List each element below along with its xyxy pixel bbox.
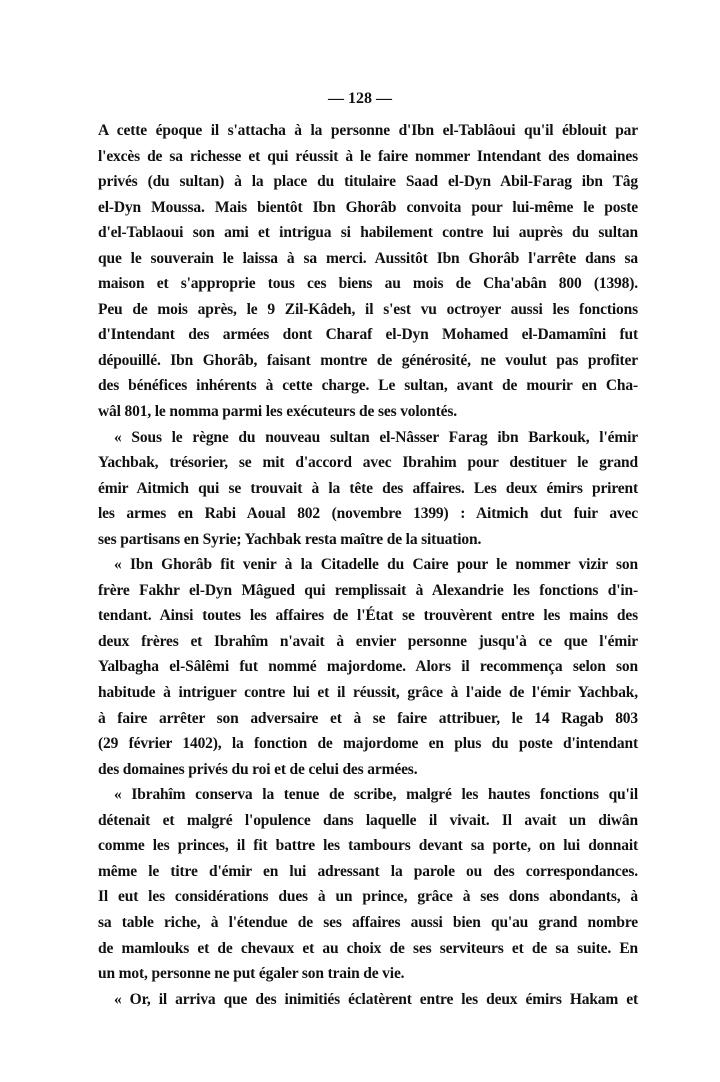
text-line: d'Intendant des armées dont Charaf el-Dyn Mohamed el-Damamîni fut: [98, 326, 638, 344]
text-line: un mot, personne ne put égaler son train de vie.: [98, 965, 405, 983]
text-line: deux frères et Ibrahîm n'avait à envier personne jusqu'à ce que l'émir: [98, 632, 638, 650]
text-line: maison et s'approprie tous ces biens au mois de Cha'abân 800 (1398).: [98, 275, 638, 293]
text-line: de mamlouks et de chevaux et au choix de ses serviteurs et de sa suite. En: [98, 939, 638, 957]
text-line: même le titre d'émir en lui adressant la parole ou des correspondances.: [98, 862, 638, 880]
text-line: d'el-Tablaoui son ami et intrigua si habilement contre lui auprès du sultan: [98, 224, 638, 242]
text-line: sa table riche, à l'étendue de ses affaires aussi bien qu'au grand nombre: [98, 913, 638, 931]
text-line: Il eut les considérations dues à un prince, grâce à ses dons abondants, à: [98, 888, 638, 906]
page-number: — 128 —: [328, 90, 392, 107]
text-line: wâl 801, le nomma parmi les exécuteurs de ses volontés.: [98, 403, 457, 421]
text-line: à faire arrêter son adversaire et à se faire attribuer, le 14 Ragab 803: [98, 709, 638, 727]
text-line: tendant. Ainsi toutes les affaires de l'État se trouvèrent entre les mains des: [98, 607, 638, 625]
text-line: el-Dyn Moussa. Mais bientôt Ibn Ghorâb convoita pour lui-même le poste: [98, 198, 638, 216]
text-line: dépouillé. Ibn Ghorâb, faisant montre de générosité, ne voulut pas profiter: [98, 351, 638, 369]
text-line: « Ibrahîm conserva la tenue de scribe, malgré les hautes fonctions qu'il: [114, 786, 638, 804]
text-line: (29 février 1402), la fonction de majordome en plus du poste d'intendant: [98, 735, 638, 753]
text-line: Peu de mois après, le 9 Zil-Kâdeh, il s'est vu octroyer aussi les fonctions: [98, 300, 638, 318]
text-line: des domaines privés du roi et de celui des armées.: [98, 760, 418, 778]
text-line: comme les princes, il fit battre les tambours devant sa porte, on lui donnait: [98, 837, 638, 855]
text-line: « Or, il arriva que des inimitiés éclatèrent entre les deux émirs Hakam et: [114, 990, 638, 1008]
text-line: émir Aitmich qui se trouvait à la tête des affaires. Les deux émirs prirent: [98, 479, 638, 497]
text-line: habitude à intriguer contre lui et il réussit, grâce à l'aide de l'émir Yachbak,: [98, 684, 638, 702]
text-line: l'excès de sa richesse et qui réussit à le faire nommer Intendant des domaines: [98, 147, 638, 165]
text-line: Yachbak, trésorier, se mit d'accord avec Ibrahim pour destituer le grand: [98, 454, 638, 472]
text-line: A cette époque il s'attacha à la personne d'Ibn el-Tablâoui qu'il éblouit par: [98, 122, 638, 139]
text-line: « Ibn Ghorâb fit venir à la Citadelle du Caire pour le nommer vizir son: [114, 556, 638, 574]
text-line: ses partisans en Syrie; Yachbak resta maître de la situation.: [98, 530, 482, 548]
text-line: les armes en Rabi Aoual 802 (novembre 1399) : Aitmich dut fuir avec: [98, 505, 638, 523]
body-text: [98, 118, 638, 1012]
text-line: « Sous le règne du nouveau sultan el-Nâsser Farag ibn Barkouk, l'émir: [114, 428, 638, 446]
text-line: Yalbagha el-Sâlêmi fut nommé majordome. Alors il recommença selon son: [98, 658, 638, 676]
text-line: détenait et malgré l'opulence dans laquelle il vivait. Il avait un diwân: [98, 811, 638, 829]
text-line: frère Fakhr el-Dyn Mâgued qui remplissait à Alexandrie les fonctions d'in-: [98, 581, 638, 599]
text-line: privés (du sultan) à la place du titulaire Saad el-Dyn Abil-Farag ibn Tâg: [98, 173, 638, 191]
text-line: des bénéfices inhérents à cette charge. Le sultan, avant de mourir en Cha-: [98, 377, 638, 395]
text-line: que le souverain le laissa à sa merci. Aussitôt Ibn Ghorâb l'arrête dans sa: [98, 249, 638, 267]
